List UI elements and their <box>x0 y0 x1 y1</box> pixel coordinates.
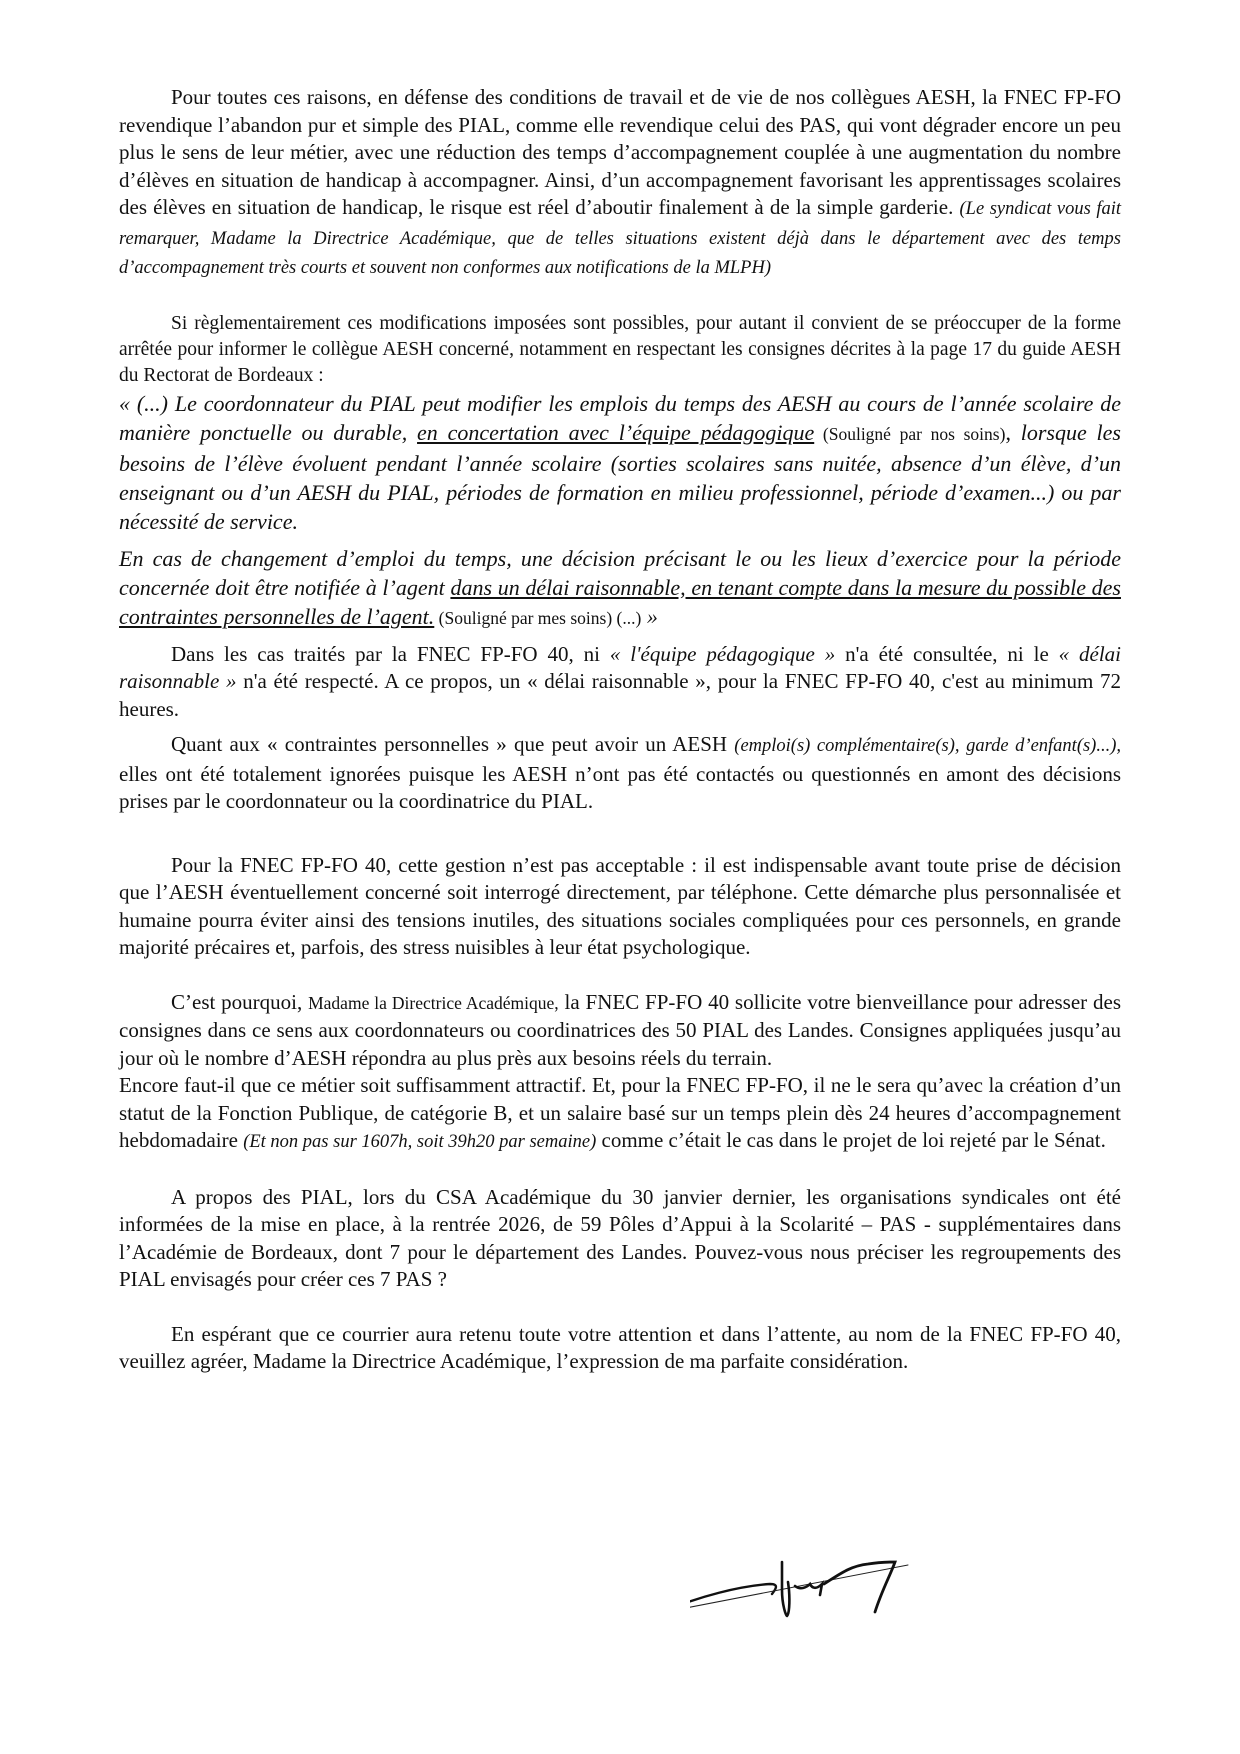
paragraph-management: Pour la FNEC FP-FO 40, cette gestion n’est pas acceptable : il est indispensable avant toute prise de décision que l’AESH éventuellement concerné soit interrogé directement, par téléphone. Cette démarche plus personnalisée et humaine pourra éviter ainsi des tensions inutiles, des situations sociales compliquées pour ces personnels, en grande majorité précaires et, parfois, des stress nuisibles à leur état psychologique. <box>119 852 1121 959</box>
guide-quote-2-underlined: dans un délai raisonnable, en tenant compte dans la mesure du possible des contraintes personnelles de l’agent. <box>119 574 1121 629</box>
guide-quote-1-underlined: en concertation avec l’équipe pédagogique <box>417 419 815 445</box>
paragraph-request-a: C’est pourquoi, <box>171 989 309 1014</box>
paragraph-cases-b: n'a été consultée, ni le <box>835 641 1059 666</box>
paragraph-constraints <box>119 731 1121 816</box>
paragraph-request <box>119 989 1121 1073</box>
paragraph-statute <box>119 1072 1121 1157</box>
guide-quote-1-comma: , <box>1005 419 1011 445</box>
paragraph-cases-a: Dans les cas traités par la FNEC FP-FO 40, ni <box>171 641 610 666</box>
paragraph-statute-b: comme c’était le cas dans le projet de loi rejeté par le Sénat. <box>596 1128 1106 1152</box>
paragraph-cases-c: n'a été respecté. A ce propos, un « délai raisonnable », pour la FNEC FP-FO 40, c'est au minimum 72 heures. <box>119 669 1121 721</box>
paragraph-demands <box>119 84 1121 283</box>
paragraph-request-addressee: Madame la Directrice Académique, <box>308 992 559 1013</box>
letter-body <box>119 84 1121 1376</box>
guide-quote-1-remark: (Souligné par nos soins) <box>814 423 1006 444</box>
paragraph-statute-a: Encore faut-il que ce métier soit suffisamment attractif. Et, pour la FNEC FP-FO, il ne le sera qu’avec la création d’un statut de la Fonction Publique, de catégorie B, et un salaire basé sur un temps plein dès 24 heures d’accompagnement hebdomadaire <box>119 1073 1121 1152</box>
paragraph-statute-note: (Et non pas sur 1607h, soit 39h20 par semaine) <box>243 1132 597 1152</box>
paragraph-closing: En espérant que ce courrier aura retenu toute votre attention et dans l’attente, au nom de la FNEC FP-FO 40, veuillez agréer, Madame la Directrice Académique, l’expression de ma parfaite considération. <box>119 1321 1121 1373</box>
paragraph-constraints-a: Quant aux « contraintes personnelles » que peut avoir un AESH <box>171 732 735 756</box>
paragraph-cases-equipe: « l'équipe pédagogique » <box>609 641 836 666</box>
guide-quote-2-a: En cas de changement d’emploi du temps, une décision précisant le ou les lieux d’exercice pour la période concernée doit être notifiée à l’agent <box>119 545 1121 600</box>
paragraph-regulation: Si règlementairement ces modifications imposées sont possibles, pour autant il convient de se préoccuper de la forme arrêtée pour informer le collègue AESH concerné, notamment en respectant les consignes décrites à la page 17 du guide AESH du Rectorat de Bordeaux : <box>119 312 1121 386</box>
guide-quote-2-close: » <box>641 603 658 629</box>
paragraph-constraints-examples: (emploi(s) complémentaire(s), garde d’enfant(s)...), <box>734 736 1121 756</box>
syndicate-remark: (Le syndicat vous fait remarquer, Madame la Directrice Académique, que de telles situations existent déjà dans le département avec des temps d’accompagnement très courts et souvent non conformes aux notifications de la MLPH) <box>119 199 1121 278</box>
guide-quote-1 <box>119 389 1121 536</box>
paragraph-cases <box>119 641 1121 724</box>
paragraph-constraints-b: elles ont été totalement ignorées puisque les AESH n’ont pas été contactés ou questionnés en amont des décisions prises par le coordonnateur ou la coordinatrice du PIAL. <box>119 761 1121 813</box>
guide-quote-2 <box>119 544 1121 633</box>
paragraph-cases-delai: « délai raisonnable » <box>119 641 1122 693</box>
guide-quote-2-remark: (Souligné par mes soins) (...) <box>434 607 642 628</box>
guide-quote-1-b: lorsque les besoins de l’élève évoluent pendant l’année scolaire (sorties scolaires sans nuitée, absence d’un élève, d’un enseignant ou d’un AESH du PIAL, périodes de formation en milieu professionnel, période d’examen...) ou par nécessité de service. <box>119 419 1121 534</box>
paragraph-request-b: la FNEC FP-FO 40 sollicite votre bienveillance pour adresser des consignes dans ce sens aux coordonnateurs ou coordinatrices des 50 PIAL des Landes. Consignes appliquées jusqu’au jour où le nombre d’AESH répondra au plus près aux besoins réels du terrain. <box>119 989 1122 1070</box>
paragraph-pas: A propos des PIAL, lors du CSA Académique du 30 janvier dernier, les organisations syndicales ont été informées de la mise en place, à la rentrée 2026, de 59 Pôles d’Appui à la Scolarité – PAS - supplémentaires dans l’Académie de Bordeaux, dont 7 pour le département des Landes. Pouvez-vous nous préciser les regroupements des PIAL envisagés pour créer ces 7 PAS ? <box>119 1184 1121 1291</box>
handwritten-signature-icon <box>690 1560 950 1640</box>
paragraph-demands-text: Pour toutes ces raisons, en défense des conditions de travail et de vie de nos collègues AESH, la FNEC FP-FO revendique l’abandon pur et simple des PIAL, comme elle revendique celui des PAS, qui vont dégrader encore un peu plus le sens de leur métier, avec une réduction des temps d’accompagnement couplée à une augmentation du nombre d’élèves en situation de handicap à accompagner. Ainsi, d’un accompagnement favorisant les apprentissages scolaires des élèves en situation de handicap, le risque est réel d’aboutir finalement à de la simple garderie. <box>119 85 1121 219</box>
guide-quote-1-a: « (...) Le coordonnateur du PIAL peut modifier les emplois du temps des AESH au cours de l’année scolaire de manière ponctuelle ou durable, <box>119 390 1121 445</box>
